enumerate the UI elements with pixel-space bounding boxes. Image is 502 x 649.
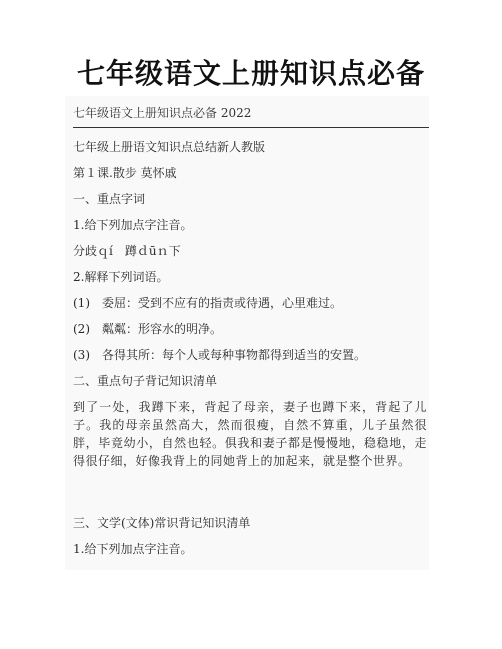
section-heading-sentences: 二、重点句子背记知识清单 [73,374,218,388]
page-title: 七年级语文上册知识点必备 [76,57,425,90]
definition-item: (3) 各得其所：每个人或每种事物都得到适当的安置。 [73,348,367,362]
definition-item: (1) 委屈：受到不应有的指责或待遇，心里难过。 [73,296,342,310]
pronunciation-items: 分歧ｑí 蹲ｄūｎ下 [73,244,181,258]
section-heading-vocabulary: 一、重点字词 [73,192,146,206]
exercise-pronunciation: 1.给下列加点字注音。 [73,218,193,232]
content-box [65,96,429,570]
definition-item: (2) 粼粼：形容水的明净。 [73,322,222,336]
lesson-heading: 第１课.散步 莫怀戚 [73,166,177,180]
exercise-explain: 2.解释下列词语。 [73,270,169,284]
exercise-pronunciation-repeat: 1.给下列加点字注音。 [73,542,193,556]
body-paragraph: 到了一处，我蹲下来，背起了母亲，妻子也蹲下来，背起了儿子。我的母亲虽然高大，然而很瘦，自然不算重，儿子虽然很胖，毕竟幼小，自然也轻。俱我和妻子都是慢慢地，稳稳地，走得很仔细，好像我背上的同她背上的加起来，就是整个世界。 [73,400,427,468]
section-heading-literature: 三、文学(文体)常识背记知识清单 [73,516,251,530]
heading-edition: 七年级上册语文知识点总结新人教版 [73,140,266,154]
divider [73,127,429,128]
document-subtitle: 七年级语文上册知识点必备 2022 [73,106,252,120]
